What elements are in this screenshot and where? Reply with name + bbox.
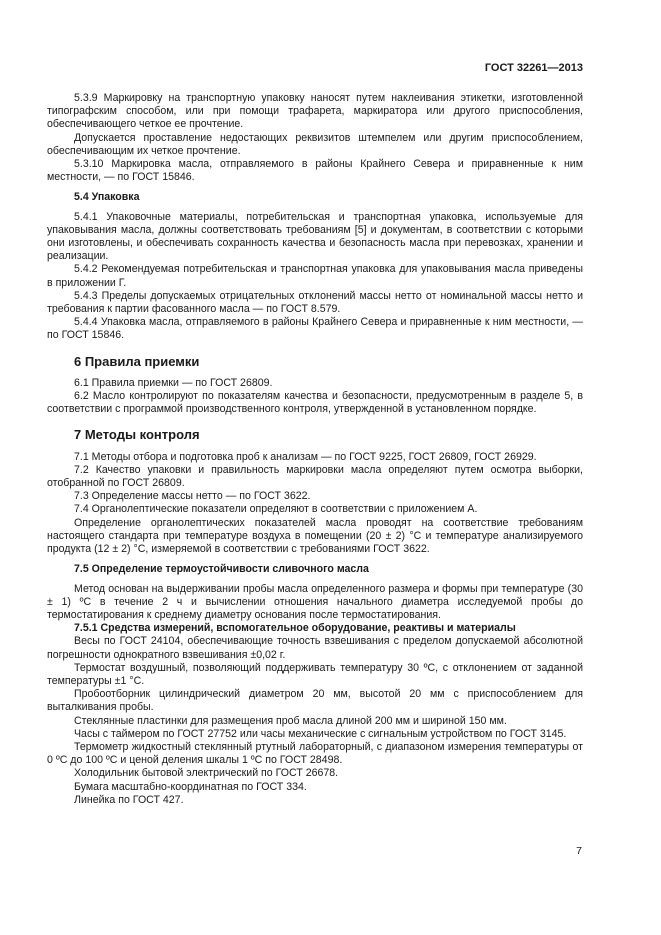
paragraph: Определение органолептических показателей масла проводят на соответствие требованиям настоящего стандарта при температуре воздуха в помещении (20 ± 2) °С и температуре анализируемого продукта (12 ± 2) °С, измеряемой в соответствии с требованиями ГОСТ 3622. xyxy=(47,516,583,556)
paragraph: Холодильник бытовой электрический по ГОСТ 26678. xyxy=(74,767,339,780)
document-body xyxy=(47,92,583,807)
paragraph: 5.4.1 Упаковочные материалы, потребительская и транспортная упаковка, используемые для упаковывания масла, должны соответствовать требованиям [5] и документам, в соответствии с которыми они изготовлены, и обеспечивать сохранность качества и безопасность масла при перевозках, хранении и реализации. xyxy=(47,210,583,263)
paragraph: 6.1 Правила приемки — по ГОСТ 26809. xyxy=(74,376,273,389)
paragraph: Термостат воздушный, позволяющий поддерживать температуру 30 ºС, с отклонением от заданной температуры ±1 °С. xyxy=(47,661,583,687)
subsection-heading: 7.5 Определение термоустойчивости сливочного масла xyxy=(74,563,369,576)
clause-heading: 7.5.1 Средства измерений, вспомогательное оборудование, реактивы и материалы xyxy=(74,622,516,635)
section-heading: 6 Правила приемки xyxy=(74,353,200,369)
paragraph: 7.2 Качество упаковки и правильность маркировки масла определяют путем осмотра выборки, отобранной по ГОСТ 26809. xyxy=(47,463,583,490)
document-code-header: ГОСТ 32261—2013 xyxy=(484,62,583,74)
paragraph: Метод основан на выдерживании пробы масла определенного размера и формы при температуре (30 ± 1) ºС в течение 2 ч и вычислении отношения начального диаметра исследуемой пробы до термостатирования к среднему диаметру основания после термостатирования. xyxy=(47,582,583,621)
page-number: 7 xyxy=(576,845,582,857)
paragraph: Часы с таймером по ГОСТ 27752 или часы механические с сигнальным устройством по ГОСТ 3145. xyxy=(74,727,567,740)
paragraph: 7.4 Органолептические показатели определяют в соответствии с приложением А. xyxy=(74,503,478,516)
section-heading: 7 Методы контроля xyxy=(74,427,200,443)
paragraph: 5.4.3 Пределы допускаемых отрицательных отклонений массы нетто от номинальной массы нетто и требования к партии фасованного масла — по ГОСТ 8.579. xyxy=(47,289,583,316)
paragraph: Термометр жидкостный стеклянный ртутный лабораторный, с диапазоном измерения температуры от 0 ºС до 100 ºС и ценой деления шкалы 1 ºС по ГОСТ 28498. xyxy=(47,740,583,767)
paragraph: Весы по ГОСТ 24104, обеспечивающие точность взвешивания с пределом допускаемой абсолютной погрешности однократного взвешивания ±0,02 г. xyxy=(47,635,583,661)
paragraph: 5.3.9 Маркировку на транспортную упаковку наносят путем наклеивания этикетки, изготовленной типографским способом, или при помощи трафарета, маркиратора или другого приспособления, обеспечивающего четкое ее прочтение. xyxy=(47,92,583,131)
paragraph: 5.4.2 Рекомендуемая потребительская и транспортная упаковка для упаковывания масла приведены в приложении Г. xyxy=(47,263,583,289)
paragraph: Пробоотборник цилиндрический диаметром 20 мм, высотой 20 мм с приспособлением для выталкивания пробы. xyxy=(47,688,583,714)
paragraph: 5.3.10 Маркировка масла, отправляемого в районы Крайнего Севера и приравненные к ним местности, — по ГОСТ 15846. xyxy=(47,158,583,184)
paragraph: Допускается проставление недостающих реквизитов штемпелем или другим приспособлением, обеспечивающим их четкое прочтение. xyxy=(47,131,583,157)
subsection-heading: 5.4 Упаковка xyxy=(74,191,140,204)
paragraph: Линейка по ГОСТ 427. xyxy=(74,793,184,806)
paragraph: 7.1 Методы отбора и подготовка проб к анализам — по ГОСТ 9225, ГОСТ 26809, ГОСТ 26929. xyxy=(74,450,537,463)
paragraph: 5.4.4 Упаковка масла, отправляемого в районы Крайнего Севера и приравненные к ним местности, — по ГОСТ 15846. xyxy=(47,316,583,342)
paragraph: Стеклянные пластинки для размещения проб масла длиной 200 мм и шириной 150 мм. xyxy=(74,714,507,727)
paragraph: 7.3 Определение массы нетто — по ГОСТ 3622. xyxy=(74,490,311,503)
paragraph: Бумага масштабно-координатная по ГОСТ 334. xyxy=(74,780,307,793)
paragraph: 6.2 Масло контролируют по показателям качества и безопасности, предусмотренным в разделе 5, в соответствии с программой производственного контроля, утвержденной в установленном порядке. xyxy=(47,390,583,416)
